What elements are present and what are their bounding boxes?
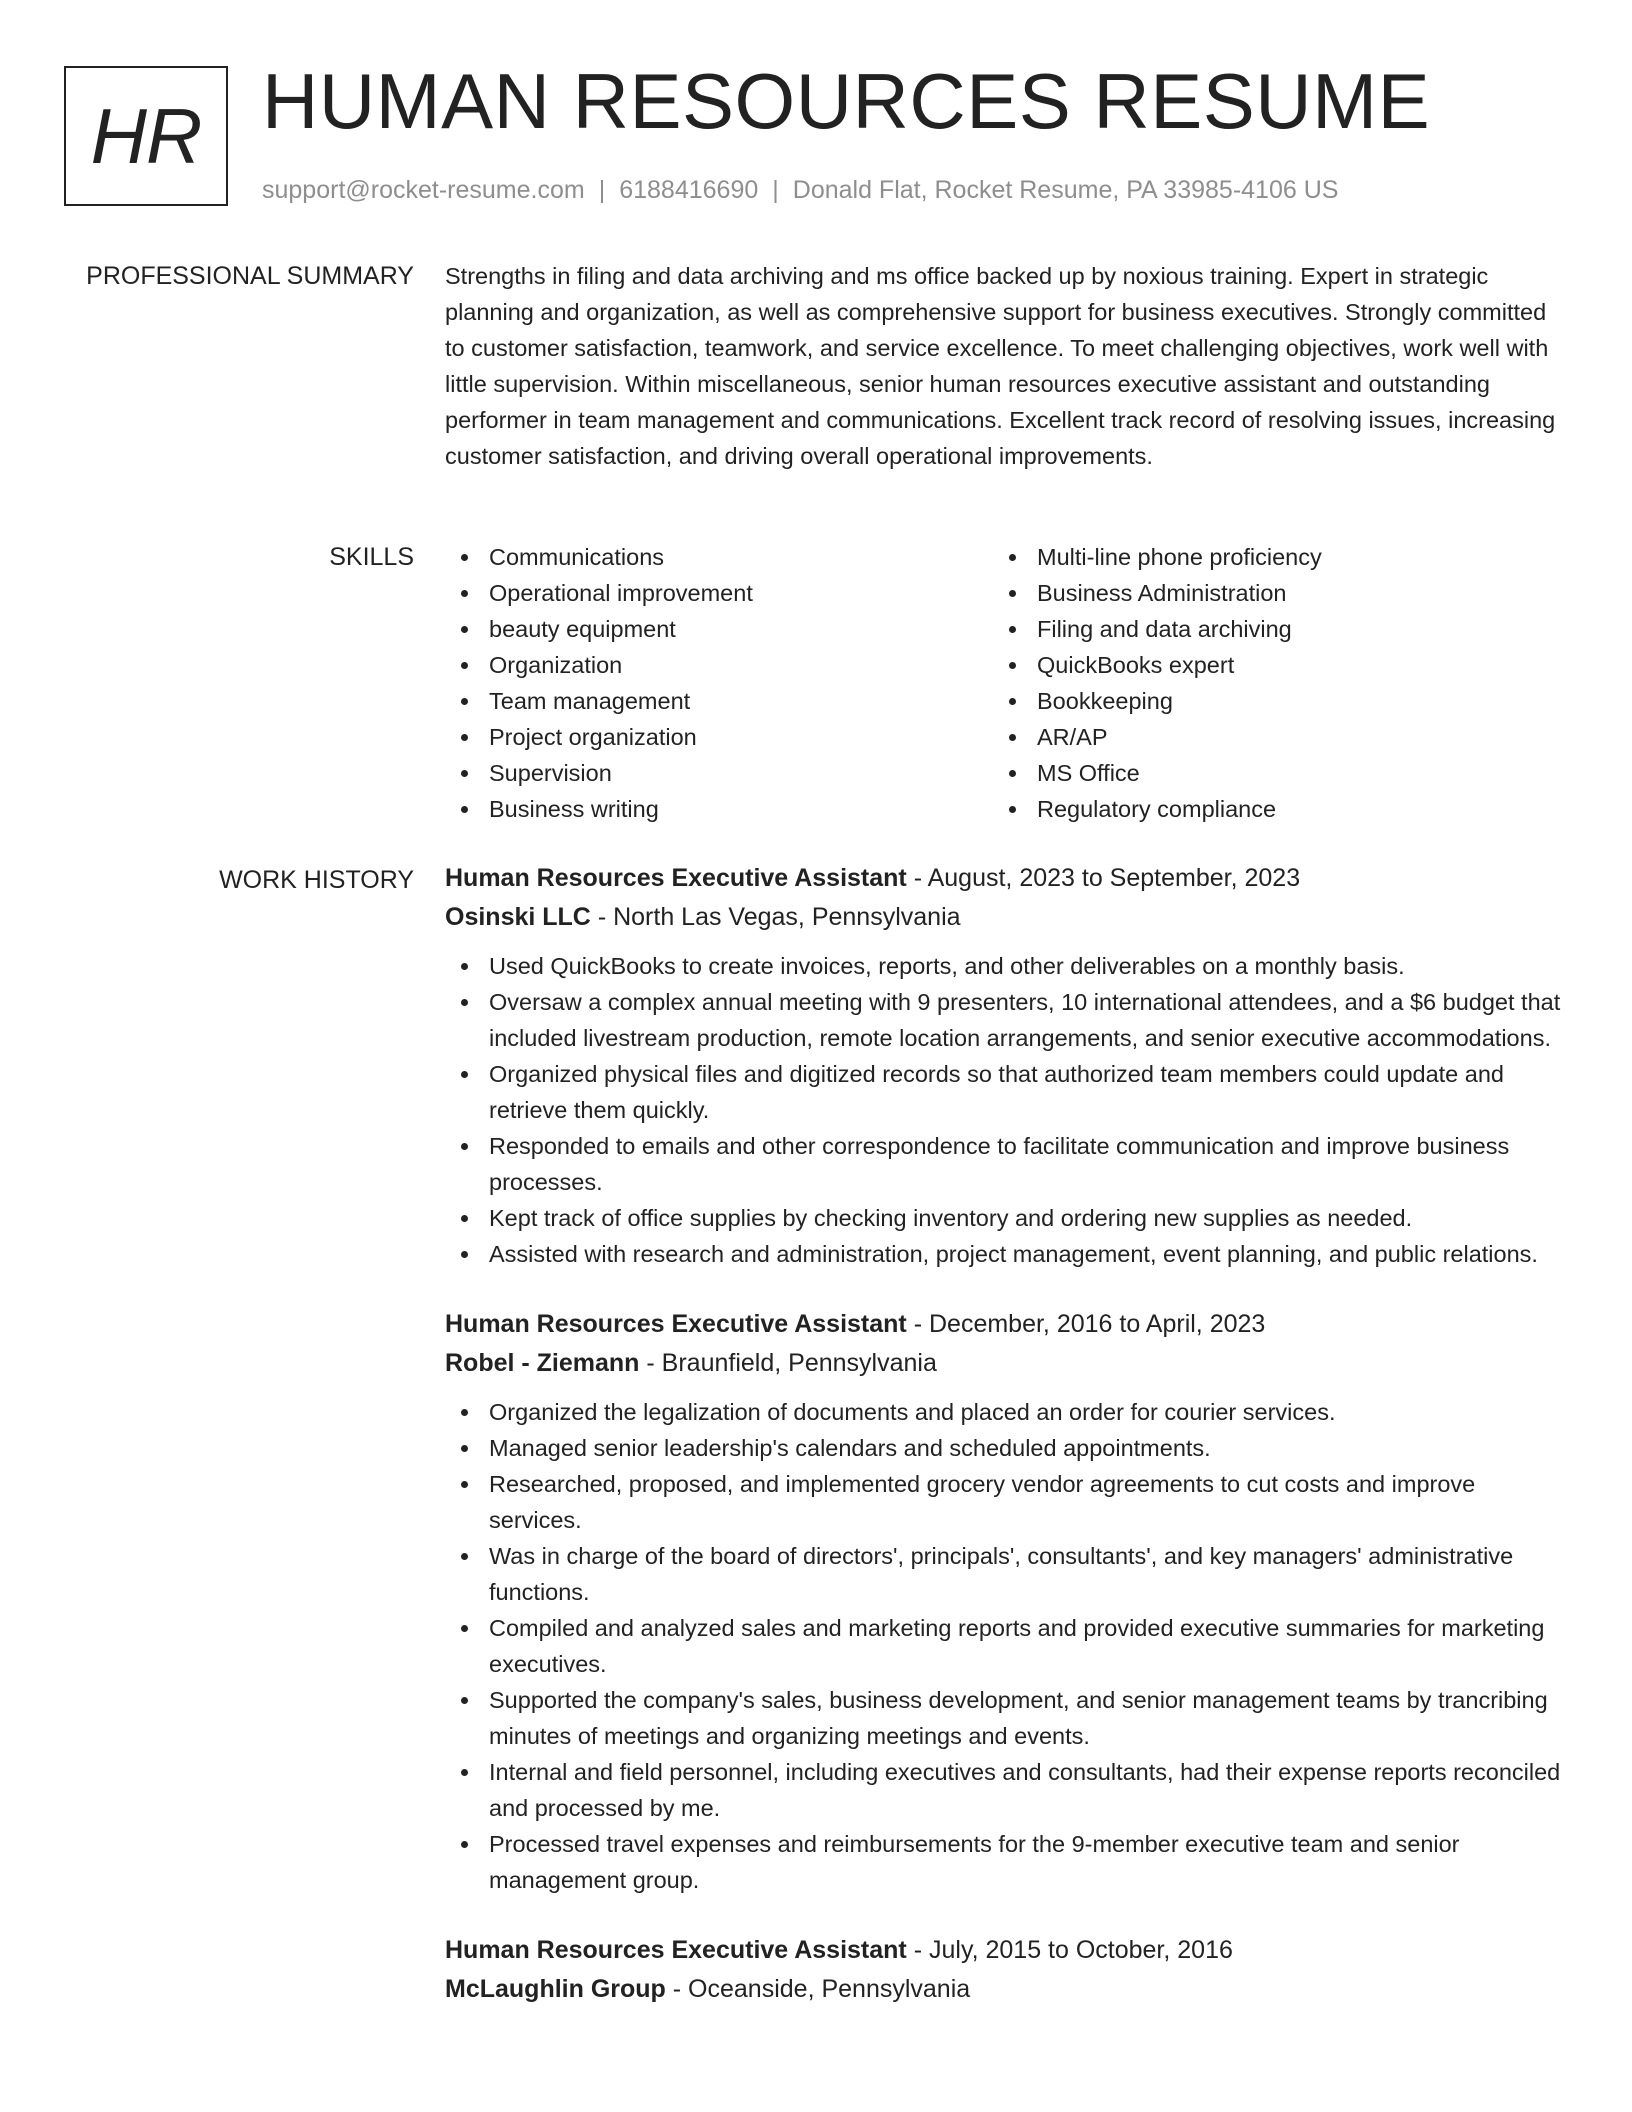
duty-item: Internal and field personnel, including executives and consultants, had their expense reports reconciled and processed by me.	[445, 1754, 1561, 1826]
duty-item: Supported the company's sales, business development, and senior management teams by trancribing minutes of meetings and organizing meetings and events.	[445, 1682, 1561, 1754]
job-company-line	[445, 1344, 1561, 1383]
skill-item: Project organization	[445, 719, 993, 755]
duty-item: Compiled and analyzed sales and marketing reports and provided executive summaries for marketing executives.	[445, 1610, 1561, 1682]
job-title-line	[445, 859, 1561, 898]
duty-item: Assisted with research and administration, project management, event planning, and public relations.	[445, 1236, 1561, 1272]
contact-email[interactable]: support@rocket-resume.com	[262, 176, 585, 204]
job-entry	[445, 1305, 1561, 1898]
job-dates: - August, 2023 to September, 2023	[906, 864, 1301, 892]
job-title: Human Resources Executive Assistant	[445, 1936, 907, 1964]
job-title: Human Resources Executive Assistant	[445, 864, 907, 892]
job-company-line	[445, 898, 1561, 937]
job-location: - North Las Vegas, Pennsylvania	[590, 903, 961, 931]
duty-item: Organized physical files and digitized records so that authorized team members could update and retrieve them quickly.	[445, 1056, 1561, 1128]
skill-item: Regulatory compliance	[993, 791, 1541, 827]
job-title-line	[445, 1931, 1561, 1970]
skills-heading: SKILLS	[329, 543, 414, 571]
skill-item: Filing and data archiving	[993, 611, 1541, 647]
contact-separator: |	[772, 176, 779, 204]
job-company: Osinski LLC	[445, 903, 591, 931]
skill-item: Organization	[445, 647, 993, 683]
job-company: McLaughlin Group	[445, 1975, 666, 2003]
summary-heading: PROFESSIONAL SUMMARY	[86, 262, 414, 290]
duty-item: Oversaw a complex annual meeting with 9 presenters, 10 international attendees, and a $6 budget that included livestream production, remote location arrangements, and senior executive accommodations.	[445, 984, 1561, 1056]
skill-item: Bookkeeping	[993, 683, 1541, 719]
summary-section	[445, 258, 1561, 474]
duty-item: Responded to emails and other correspondence to facilitate communication and improve business processes.	[445, 1128, 1561, 1200]
contact-address: Donald Flat, Rocket Resume, PA 33985-4106 US	[792, 176, 1339, 204]
skills-list-right	[993, 539, 1541, 827]
contact-line	[262, 172, 1338, 208]
job-company-line	[445, 1970, 1561, 2009]
job-dates: - December, 2016 to April, 2023	[906, 1310, 1266, 1338]
job-entry	[445, 1931, 1561, 2009]
job-duties	[445, 948, 1561, 1272]
skill-item: beauty equipment	[445, 611, 993, 647]
skill-item: Business writing	[445, 791, 993, 827]
job-dates: - July, 2015 to October, 2016	[906, 1936, 1233, 1964]
duty-item: Kept track of office supplies by checking inventory and ordering new supplies as needed.	[445, 1200, 1561, 1236]
duty-item: Used QuickBooks to create invoices, reports, and other deliverables on a monthly basis.	[445, 948, 1561, 984]
skill-item: Business Administration	[993, 575, 1541, 611]
skills-list-left	[445, 539, 993, 827]
skills-section	[445, 539, 1561, 827]
skill-item: Communications	[445, 539, 993, 575]
monogram-logo: HR	[64, 66, 228, 206]
skill-item: MS Office	[993, 755, 1541, 791]
skill-item: Operational improvement	[445, 575, 993, 611]
skill-item: QuickBooks expert	[993, 647, 1541, 683]
resume-title: HUMAN RESOURCES RESUME	[262, 57, 1431, 145]
duty-item: Was in charge of the board of directors', principals', consultants', and key managers' administrative functions.	[445, 1538, 1561, 1610]
job-location: - Oceanside, Pennsylvania	[665, 1975, 971, 2003]
skill-item: Supervision	[445, 755, 993, 791]
job-entry	[445, 859, 1561, 1272]
job-title: Human Resources Executive Assistant	[445, 1310, 907, 1338]
duty-item: Managed senior leadership's calendars and scheduled appointments.	[445, 1430, 1561, 1466]
work-history-section	[445, 859, 1561, 2042]
skill-item: Team management	[445, 683, 993, 719]
duty-item: Processed travel expenses and reimbursements for the 9-member executive team and senior management group.	[445, 1826, 1561, 1898]
duty-item: Researched, proposed, and implemented grocery vendor agreements to cut costs and improve services.	[445, 1466, 1561, 1538]
job-duties	[445, 1394, 1561, 1898]
skill-item: AR/AP	[993, 719, 1541, 755]
summary-text: Strengths in filing and data archiving and ms office backed up by noxious training. Expert in strategic planning and organization, as well as comprehensive support for business executives. Strongly committed to customer satisfaction, teamwork, and service excellence. To meet challenging objectives, work well with little supervision. Within miscellaneous, senior human resources executive assistant and outstanding performer in team management and communications. Excellent track record of resolving issues, increasing customer satisfaction, and driving overall operational improvements.	[445, 263, 1556, 469]
contact-phone[interactable]: 6188416690	[619, 176, 759, 204]
contact-separator: |	[598, 176, 606, 204]
job-company: Robel - Ziemann	[445, 1349, 640, 1377]
work-history-heading: WORK HISTORY	[219, 866, 414, 894]
job-title-line	[445, 1305, 1561, 1344]
skill-item: Multi-line phone proficiency	[993, 539, 1541, 575]
duty-item: Organized the legalization of documents and placed an order for courier services.	[445, 1394, 1561, 1430]
job-location: - Braunfield, Pennsylvania	[639, 1349, 937, 1377]
